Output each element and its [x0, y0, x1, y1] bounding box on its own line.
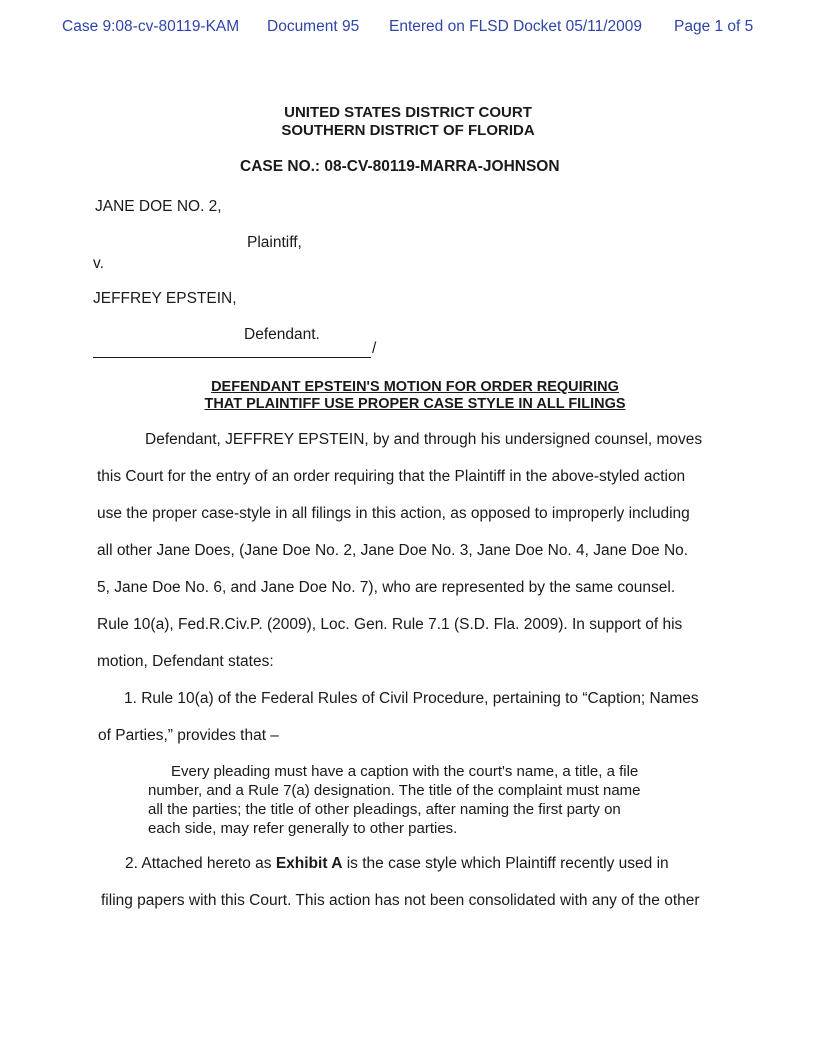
- quote-line: all the parties; the title of other pleadings, after naming the first party on: [148, 801, 621, 818]
- intro-line: 5, Jane Doe No. 6, and Jane Doe No. 7), who are represented by the same counsel.: [97, 579, 676, 596]
- point2-prefix: 2. Attached hereto as: [125, 855, 276, 872]
- stamp-entered-date: Entered on FLSD Docket 05/11/2009: [389, 18, 643, 35]
- intro-line: Rule 10(a), Fed.R.Civ.P. (2009), Loc. Gen. Rule 7.1 (S.D. Fla. 2009). In support of his: [97, 616, 683, 633]
- court-name-line2: SOUTHERN DISTRICT OF FLORIDA: [281, 122, 535, 139]
- case-number: CASE NO.: 08-CV-80119-MARRA-JOHNSON: [240, 158, 560, 175]
- defendant-role: Defendant.: [244, 326, 320, 343]
- intro-line: use the proper case-style in all filings in this action, as opposed to improperly including: [97, 505, 690, 522]
- court-name-line1: UNITED STATES DISTRICT COURT: [284, 104, 532, 121]
- point2-suffix: is the case style which Plaintiff recently used in: [342, 855, 669, 872]
- motion-title-line2: THAT PLAINTIFF USE PROPER CASE STYLE IN ALL FILINGS: [204, 396, 626, 412]
- stamp-case-number: Case 9:08-cv-80119-KAM: [62, 18, 240, 35]
- defendant-name: JEFFREY EPSTEIN,: [93, 290, 237, 307]
- intro-line: motion, Defendant states:: [97, 653, 274, 670]
- point2-line2: filing papers with this Court. This action has not been consolidated with any of the other: [101, 892, 700, 909]
- plaintiff-name: JANE DOE NO. 2,: [95, 198, 222, 215]
- stamp-page-count: Page 1 of 5: [674, 18, 754, 35]
- intro-line: Defendant, JEFFREY EPSTEIN, by and through his undersigned counsel, moves: [145, 431, 703, 448]
- plaintiff-role: Plaintiff,: [247, 234, 302, 251]
- intro-line: all other Jane Does, (Jane Doe No. 2, Jane Doe No. 3, Jane Doe No. 4, Jane Doe No.: [97, 542, 689, 559]
- exhibit-a-reference: Exhibit A: [275, 855, 343, 872]
- quote-line: each side, may refer generally to other parties.: [148, 820, 458, 837]
- quote-line: Every pleading must have a caption with the court's name, a title, a file: [171, 763, 639, 780]
- quote-line: number, and a Rule 7(a) designation. The title of the complaint must name: [148, 782, 641, 799]
- caption-divider: [93, 357, 371, 358]
- point1-line2: of Parties,” provides that –: [98, 727, 279, 744]
- stamp-document-number: Document 95: [267, 18, 360, 35]
- point2-line1: [125, 855, 669, 873]
- caption-slash: /: [372, 340, 377, 357]
- motion-title-line1: DEFENDANT EPSTEIN'S MOTION FOR ORDER REQUIRING: [211, 379, 619, 395]
- intro-line: this Court for the entry of an order requiring that the Plaintiff in the above-styled action: [97, 468, 686, 485]
- versus: v.: [93, 255, 104, 272]
- point1-line1: 1. Rule 10(a) of the Federal Rules of Civil Procedure, pertaining to “Caption; Names: [124, 690, 699, 707]
